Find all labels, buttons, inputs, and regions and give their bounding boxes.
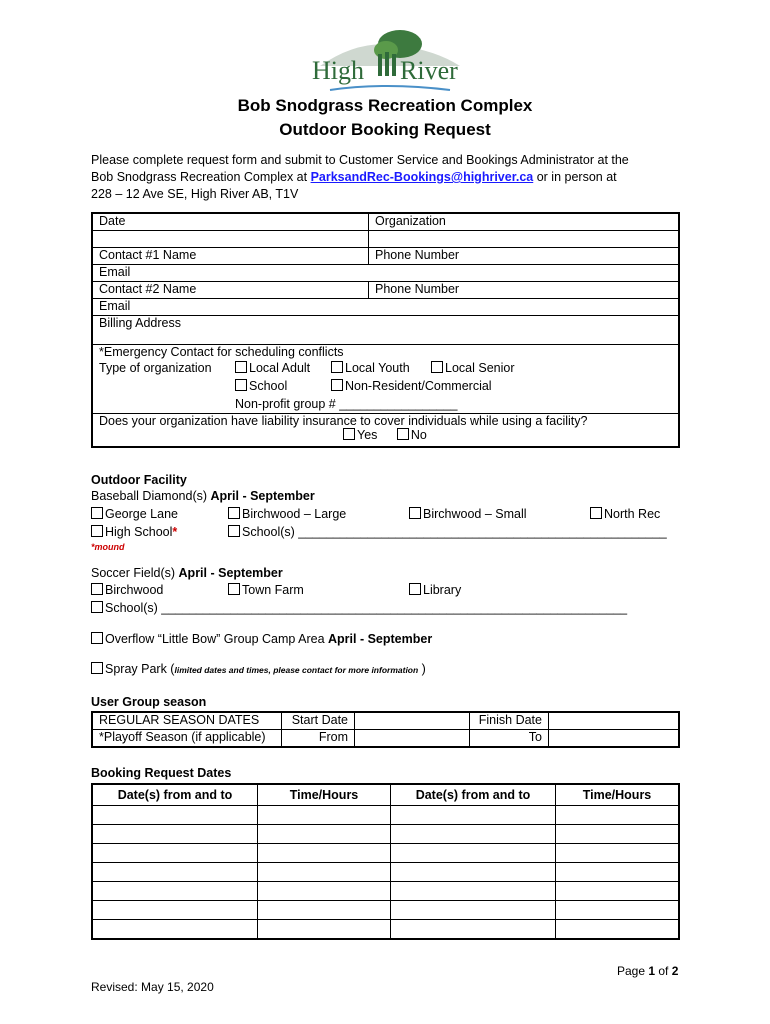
logo-word-high: High: [312, 56, 364, 85]
table-cell[interactable]: [92, 920, 258, 940]
soccer-birchwood-label: Birchwood: [105, 583, 164, 597]
checkbox-icon: [409, 507, 421, 519]
checkbox-icon: [91, 662, 103, 674]
table-cell[interactable]: [556, 920, 680, 940]
intro-line2-prefix: Bob Snodgrass Recreation Complex at: [91, 170, 311, 184]
soccer-season: April - September: [178, 566, 283, 580]
table-cell[interactable]: [391, 882, 556, 901]
table-row: [92, 825, 679, 844]
checkbox-icon: [397, 428, 409, 440]
table-cell[interactable]: [556, 825, 680, 844]
checkbox-icon: [228, 583, 240, 595]
checkbox-icon: [431, 361, 443, 373]
playoff-season-label: *Playoff Season (if applicable): [92, 730, 282, 748]
page-of: of: [655, 964, 672, 978]
col-time-2: Time/Hours: [556, 784, 680, 806]
soccer-heading: [91, 566, 283, 580]
table-cell[interactable]: [391, 901, 556, 920]
birchwood-large-checkbox[interactable]: [228, 507, 346, 521]
table-cell[interactable]: [92, 882, 258, 901]
user-group-season-heading: User Group season: [91, 695, 207, 709]
table-row: [92, 901, 679, 920]
non-resident-label: Non-Resident/Commercial: [345, 379, 492, 393]
table-cell[interactable]: [92, 863, 258, 882]
intro-text: [91, 152, 691, 203]
table-cell[interactable]: [391, 863, 556, 882]
spray-note: limited dates and times, please contact for more information: [174, 665, 419, 675]
george-lane-label: George Lane: [105, 507, 178, 521]
table-cell[interactable]: [556, 901, 680, 920]
no-label: No: [410, 428, 427, 442]
town-farm-checkbox[interactable]: [228, 583, 304, 597]
page-subtitle: Outdoor Booking Request: [279, 120, 491, 139]
booking-dates-heading: Booking Request Dates: [91, 766, 232, 780]
to-input[interactable]: [549, 730, 680, 748]
page-number: [617, 964, 678, 978]
table-cell[interactable]: [556, 806, 680, 825]
liability-no-checkbox[interactable]: [397, 428, 427, 442]
season-table: [91, 711, 680, 748]
overflow-label: Overflow “Little Bow” Group Camp Area: [105, 632, 328, 646]
contact2-name-field[interactable]: Contact #2 Name: [92, 282, 369, 299]
soccer-schools-checkbox[interactable]: [91, 601, 627, 615]
checkbox-icon: [91, 507, 103, 519]
col-dates-2: Date(s) from and to: [391, 784, 556, 806]
school-label: School: [249, 379, 288, 393]
table-cell[interactable]: [391, 920, 556, 940]
start-date-label: Start Date: [282, 712, 355, 730]
finish-date-label: Finish Date: [470, 712, 549, 730]
contact-info-table: [91, 212, 680, 448]
table-cell[interactable]: [258, 806, 391, 825]
organization-type-cell: [92, 361, 679, 414]
table-cell[interactable]: [391, 806, 556, 825]
liability-yes-checkbox[interactable]: [343, 428, 377, 442]
baseball-schools-label: School(s) _____________________________________________________: [242, 525, 667, 539]
nonprofit-field[interactable]: Non-profit group # _________________: [235, 397, 458, 411]
checkbox-icon: [91, 525, 103, 537]
local-senior-label: Local Senior: [445, 361, 515, 375]
baseball-schools-checkbox[interactable]: [228, 525, 667, 539]
intro-line3: 228 – 12 Ave SE, High River AB, T1V: [91, 187, 299, 201]
table-cell[interactable]: [556, 882, 680, 901]
high-school-label: High School: [105, 525, 173, 539]
table-cell[interactable]: [258, 882, 391, 901]
table-cell[interactable]: [258, 825, 391, 844]
table-row: [92, 806, 679, 825]
page-prefix: Page: [617, 964, 649, 978]
town-farm-label: Town Farm: [242, 583, 304, 597]
table-cell[interactable]: [92, 844, 258, 863]
checkbox-icon: [331, 379, 343, 391]
overflow-camp-checkbox[interactable]: [91, 632, 432, 646]
table-cell[interactable]: [92, 825, 258, 844]
library-checkbox[interactable]: [409, 583, 461, 597]
checkbox-icon: [343, 428, 355, 440]
contact1-name-field[interactable]: Contact #1 Name: [92, 248, 369, 265]
email2-field[interactable]: Email: [92, 299, 679, 316]
emergency-contact-field[interactable]: *Emergency Contact for scheduling conflicts: [92, 345, 679, 362]
col-dates-1: Date(s) from and to: [92, 784, 258, 806]
table-row: [92, 863, 679, 882]
baseball-label: Baseball Diamond(s): [91, 489, 211, 503]
from-label: From: [282, 730, 355, 748]
checkbox-icon: [91, 601, 103, 613]
page-title: Bob Snodgrass Recreation Complex: [237, 96, 533, 115]
page-current: 1: [648, 964, 656, 978]
birchwood-small-label: Birchwood – Small: [423, 507, 527, 521]
organization-field[interactable]: Organization: [369, 213, 680, 231]
birchwood-large-label: Birchwood – Large: [242, 507, 347, 521]
checkbox-icon: [590, 507, 602, 519]
overflow-season: April - September: [328, 632, 433, 646]
intro-line1: Please complete request form and submit to Customer Service and Bookings Administrator at the: [91, 153, 629, 167]
soccer-label: Soccer Field(s): [91, 566, 179, 580]
from-input[interactable]: [355, 730, 470, 748]
email1-field[interactable]: Email: [92, 265, 679, 282]
local-youth-checkbox[interactable]: [331, 361, 410, 375]
table-row: [92, 882, 679, 901]
table-cell[interactable]: [258, 901, 391, 920]
high-school-checkbox[interactable]: [91, 525, 177, 539]
checkbox-icon: [91, 583, 103, 595]
table-cell[interactable]: [556, 844, 680, 863]
booking-table: [91, 783, 680, 940]
liability-question: Does your organization have liability insurance to cover individuals while using a facility?: [99, 414, 588, 428]
phone2-field[interactable]: Phone Number: [369, 282, 680, 299]
george-lane-checkbox[interactable]: [91, 507, 178, 521]
checkbox-icon: [228, 507, 240, 519]
school-checkbox[interactable]: [235, 379, 287, 393]
mound-note: *mound: [91, 542, 125, 552]
org-type-label: Type of organization: [99, 361, 212, 375]
north-rec-label: North Rec: [604, 507, 661, 521]
mound-star: *: [172, 525, 178, 539]
table-cell[interactable]: [258, 863, 391, 882]
checkbox-icon: [235, 379, 247, 391]
table-cell[interactable]: [391, 825, 556, 844]
table-row: [92, 920, 679, 940]
checkbox-icon: [235, 361, 247, 373]
baseball-season: April - September: [210, 489, 315, 503]
to-label: To: [470, 730, 549, 748]
spray-close: ): [418, 662, 426, 676]
start-date-input[interactable]: [355, 712, 470, 730]
checkbox-icon: [331, 361, 343, 373]
intro-line2-suffix: or in person at: [533, 170, 617, 184]
north-rec-checkbox[interactable]: [590, 507, 660, 521]
date-field[interactable]: Date: [92, 213, 369, 231]
outdoor-facility-heading: Outdoor Facility: [91, 473, 187, 487]
billing-address-field[interactable]: Billing Address: [92, 316, 679, 345]
table-cell[interactable]: [556, 863, 680, 882]
table-row: [92, 844, 679, 863]
local-adult-checkbox[interactable]: [235, 361, 310, 375]
checkbox-icon: [91, 632, 103, 644]
spray-label: Spray Park (: [105, 662, 175, 676]
high-river-logo: [300, 24, 470, 96]
soccer-birchwood-checkbox[interactable]: [91, 583, 163, 597]
phone1-field[interactable]: Phone Number: [369, 248, 680, 265]
table-cell[interactable]: [92, 901, 258, 920]
col-time-1: Time/Hours: [258, 784, 391, 806]
liability-cell: [92, 414, 679, 448]
soccer-schools-label: School(s) ___________________________________________________________________: [105, 601, 628, 615]
checkbox-icon: [228, 525, 240, 537]
table-cell[interactable]: [391, 844, 556, 863]
finish-date-input[interactable]: [549, 712, 680, 730]
birchwood-small-checkbox[interactable]: [409, 507, 527, 521]
email-link[interactable]: ParksandRec-Bookings@highriver.ca: [310, 170, 534, 184]
non-resident-checkbox[interactable]: [331, 379, 492, 393]
spray-park-checkbox[interactable]: [91, 662, 426, 676]
local-senior-checkbox[interactable]: [431, 361, 515, 375]
local-youth-label: Local Youth: [345, 361, 410, 375]
page-total: 2: [671, 964, 679, 978]
local-adult-label: Local Adult: [249, 361, 311, 375]
revised-date: Revised: May 15, 2020: [91, 980, 214, 994]
yes-label: Yes: [357, 428, 378, 442]
library-label: Library: [423, 583, 462, 597]
checkbox-icon: [409, 583, 421, 595]
regular-season-label: REGULAR SEASON DATES: [92, 712, 282, 730]
table-cell[interactable]: [258, 844, 391, 863]
logo-word-river: River: [400, 56, 458, 85]
table-cell[interactable]: [258, 920, 391, 940]
table-cell[interactable]: [92, 806, 258, 825]
baseball-heading: [91, 489, 315, 503]
